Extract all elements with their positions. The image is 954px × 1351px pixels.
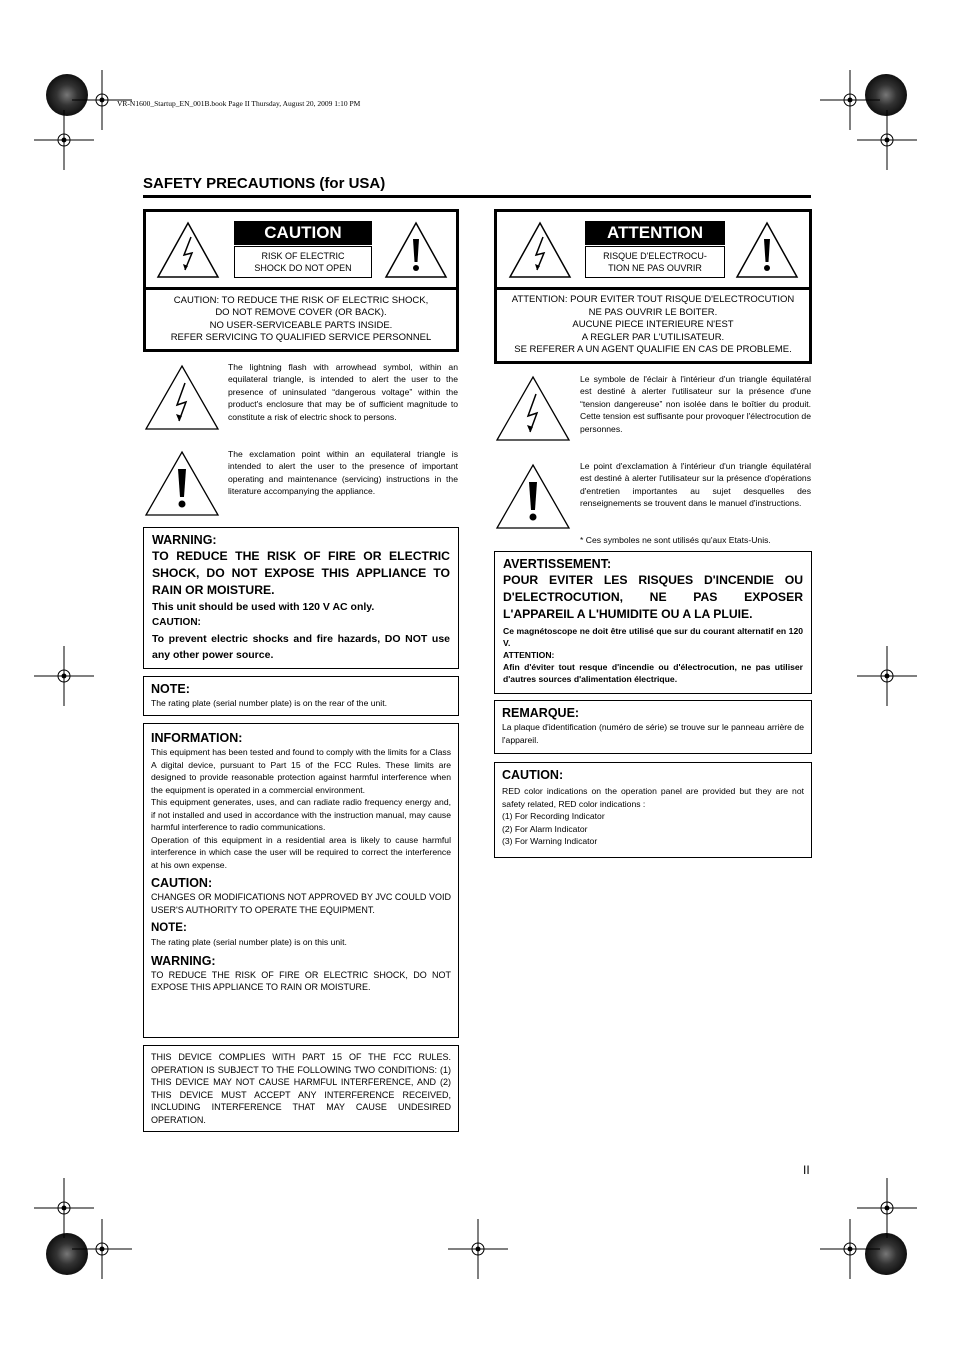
symbols-footnote-fr: * Ces symboles ne sont utilisés qu'aux Etats-Unis.	[580, 535, 771, 545]
caution-label-line3: NO USER-SERVICEABLE PARTS INSIDE.	[209, 319, 393, 331]
caution-label-line2: DO NOT REMOVE COVER (OR BACK).	[215, 307, 387, 318]
information-warning-text: TO REDUCE THE RISK OF FIRE OR ELECTRIC SHOCK, DO NOT EXPOSE THIS APPLIANCE TO RAIN OR MOISTURE.	[151, 969, 451, 992]
remarque-box	[494, 700, 812, 754]
crosshair-icon	[857, 646, 917, 706]
print-header: VR-N1600_Startup_EN_001B.book Page II Thursday, August 20, 2009 1:10 PM	[117, 99, 361, 108]
caution-sub-line2: SHOCK DO NOT OPEN	[254, 263, 352, 273]
attention-sub-line2: TION NE PAS OUVRIR	[608, 263, 702, 273]
exclamation-triangle-icon	[734, 220, 800, 280]
red-indication-caution-box	[494, 762, 812, 858]
note-text: The rating plate (serial number plate) is on the rear of the unit.	[151, 698, 387, 708]
attention-label-line4: A REGLER PAR L'UTILISATEUR.	[581, 331, 725, 343]
exclamation-explanation-fr: Le point d'exclamation à l'intérieur d'un triangle équilatéral est destiné à alerter l'utilisateur sur la présence d'opérations d'entretien importantes au sujet desquelles des renseignements se trouvent dans le manuel d'instructions.	[580, 461, 811, 509]
avertissement-box	[494, 551, 812, 694]
exclamation-triangle-icon	[383, 220, 449, 280]
remarque-text: La plaque d'identification (numéro de série) se trouve sur le panneau arrière de l'appareil.	[502, 722, 804, 745]
title-rule	[143, 195, 811, 198]
attention-banner-sub	[585, 246, 725, 278]
lightning-explanation-en: The lightning flash with arrowhead symbol, within an equilateral triangle, is intended to alert the user to the presence of uninsulated “dangerous voltage” within the product's enclosure that may be of sufficient magnitude to constitute a risk of electric shock to persons.	[228, 362, 458, 422]
information-warning-heading: WARNING:	[151, 953, 216, 968]
information-paragraph-3: Operation of this equipment in a residential area is likely to cause harmful interference in which case the user will be required to correct the interference at his own expense.	[151, 834, 451, 870]
avertissement-line1: Ce magnétoscope ne doit être utilisé que sur du courant alternatif en 120 V.	[503, 626, 803, 648]
crosshair-icon	[448, 1219, 508, 1279]
attention-label-line5: SE REFERER A UN AGENT QUALIFIE EN CAS DE PROBLEME.	[514, 344, 792, 356]
lightning-triangle-icon	[143, 363, 221, 433]
caution-sub-line1: RISK OF ELECTRIC	[261, 251, 345, 261]
exclamation-explanation-en: The exclamation point within an equilateral triangle is intended to alert the user to the presence of important operating and maintenance (servicing) instructions in the literature accompanying the appliance.	[228, 449, 458, 497]
caution-label-line4: REFER SERVICING TO QUALIFIED SERVICE PERSONNEL	[170, 332, 432, 343]
attention-label-text	[497, 290, 809, 361]
red-indication-item-2: (2) For Alarm Indicator	[502, 823, 588, 834]
red-indication-caution-text: RED color indications on the operation panel are provided but they are not safety related, RED color indications :	[502, 786, 804, 809]
warning-heading: WARNING:	[152, 533, 217, 547]
information-caution-text: CHANGES OR MODIFICATIONS NOT APPROVED BY JVC COULD VOID USER'S AUTHORITY TO OPERATE THE EQUIPMENT.	[151, 892, 451, 915]
crosshair-icon	[34, 646, 94, 706]
lightning-triangle-icon	[155, 220, 221, 280]
crosshair-icon	[857, 110, 917, 170]
fcc-compliance-box	[143, 1045, 459, 1132]
caution-label-en	[143, 209, 459, 352]
lightning-triangle-icon	[494, 374, 572, 444]
crosshair-icon	[72, 1219, 132, 1279]
avertissement-attention-text: Afin d'éviter tout resque d'incendie ou d'électrocution, ne pas utiliser d'autres sources d'alimentation électrique.	[503, 662, 803, 684]
avertissement-main-text: POUR EVITER LES RISQUES D'INCENDIE OU D'ELECTROCUTION, NE PAS EXPOSER L'APPAREIL A L'HUMIDITE OU A LA PLUIE.	[503, 573, 803, 621]
note-box	[143, 676, 459, 716]
attention-label-line1: ATTENTION: POUR EVITER TOUT RISQUE D'ELECTROCUTION	[511, 294, 795, 306]
attention-label-fr	[494, 209, 812, 364]
information-note-heading: NOTE:	[151, 922, 187, 934]
information-heading: INFORMATION:	[151, 731, 243, 745]
page-title: SAFETY PRECAUTIONS (for USA)	[143, 175, 386, 192]
attention-sub-line1: RISQUE D'ELECTROCU-	[603, 251, 707, 261]
avertissement-attention-label: ATTENTION:	[503, 650, 555, 660]
caution-label-line1: CAUTION: TO REDUCE THE RISK OF ELECTRIC SHOCK,	[173, 294, 429, 306]
caution-banner-sub	[234, 246, 372, 278]
lightning-triangle-icon	[507, 220, 573, 280]
information-note-text: The rating plate (serial number plate) is on this unit.	[151, 937, 347, 947]
information-caution-heading: CAUTION:	[151, 876, 213, 890]
caution-banner: CAUTION	[234, 221, 372, 245]
note-heading: NOTE:	[151, 682, 190, 696]
information-paragraph-1: This equipment has been tested and found to comply with the limits for a Class A digital device, pursuant to Part 15 of the FCC Rules. These limits are designed to provide reasonable protection against harmful interference when the equipment is operated in a commercial environment.	[151, 747, 451, 795]
information-box	[143, 723, 459, 1038]
crosshair-icon	[34, 110, 94, 170]
exclamation-triangle-icon	[494, 462, 572, 532]
attention-banner: ATTENTION	[585, 221, 725, 245]
warning-box	[143, 527, 459, 669]
warning-caution-text: To prevent electric shocks and fire hazards, DO NOT use any other power source.	[152, 633, 450, 661]
lightning-explanation-fr: Le symbole de l'éclair à l'intérieur d'un triangle équilatéral est destiné à alerter l'utilisateur sur la présence d'une “tension dangereuse” non isolée dans le boîtier du produit. Cette tension est suffisante pour provoquer l'électrocution de personnes.	[580, 374, 811, 434]
red-indication-item-3: (3) For Warning Indicator	[502, 836, 598, 846]
red-indication-item-1: (1) For Recording Indicator	[502, 811, 605, 821]
warning-caution-label: CAUTION:	[152, 617, 201, 628]
remarque-heading: REMARQUE:	[502, 706, 580, 720]
exclamation-triangle-icon	[143, 449, 221, 519]
avertissement-heading: AVERTISSEMENT:	[503, 557, 612, 571]
information-paragraph-2: This equipment generates, uses, and can radiate radio frequency energy and, if not installed and used in accordance with the instruction manual, may cause harmful interference to radio communications.	[151, 797, 451, 832]
warning-line1: This unit should be used with 120 V AC only.	[152, 601, 375, 613]
red-indication-caution-heading: CAUTION:	[502, 768, 564, 782]
page-number: II	[803, 1163, 810, 1177]
warning-main-text: TO REDUCE THE RISK OF FIRE OR ELECTRIC SHOCK, DO NOT EXPOSE THIS APPLIANCE TO RAIN OR MOISTURE.	[152, 549, 450, 597]
attention-label-line3: AUCUNE PIECE INTERIEURE N'EST	[572, 319, 734, 331]
caution-label-text	[146, 290, 456, 349]
crosshair-icon	[820, 1219, 880, 1279]
attention-label-line2: NE PAS OUVRIR LE BOITER.	[588, 306, 718, 318]
fcc-compliance-text: THIS DEVICE COMPLIES WITH PART 15 OF THE FCC RULES. OPERATION IS SUBJECT TO THE FOLLOWING TWO CONDITIONS: (1) THIS DEVICE MAY NOT CAUSE HARMFUL INTERFERENCE, AND (2) THIS DEVICE MUST ACCEPT ANY INTERFERENCE RECEIVED, INCLUDING INTERFERENCE THAT MAY CAUSE UNDESIRED OPERATION.	[151, 1052, 451, 1125]
